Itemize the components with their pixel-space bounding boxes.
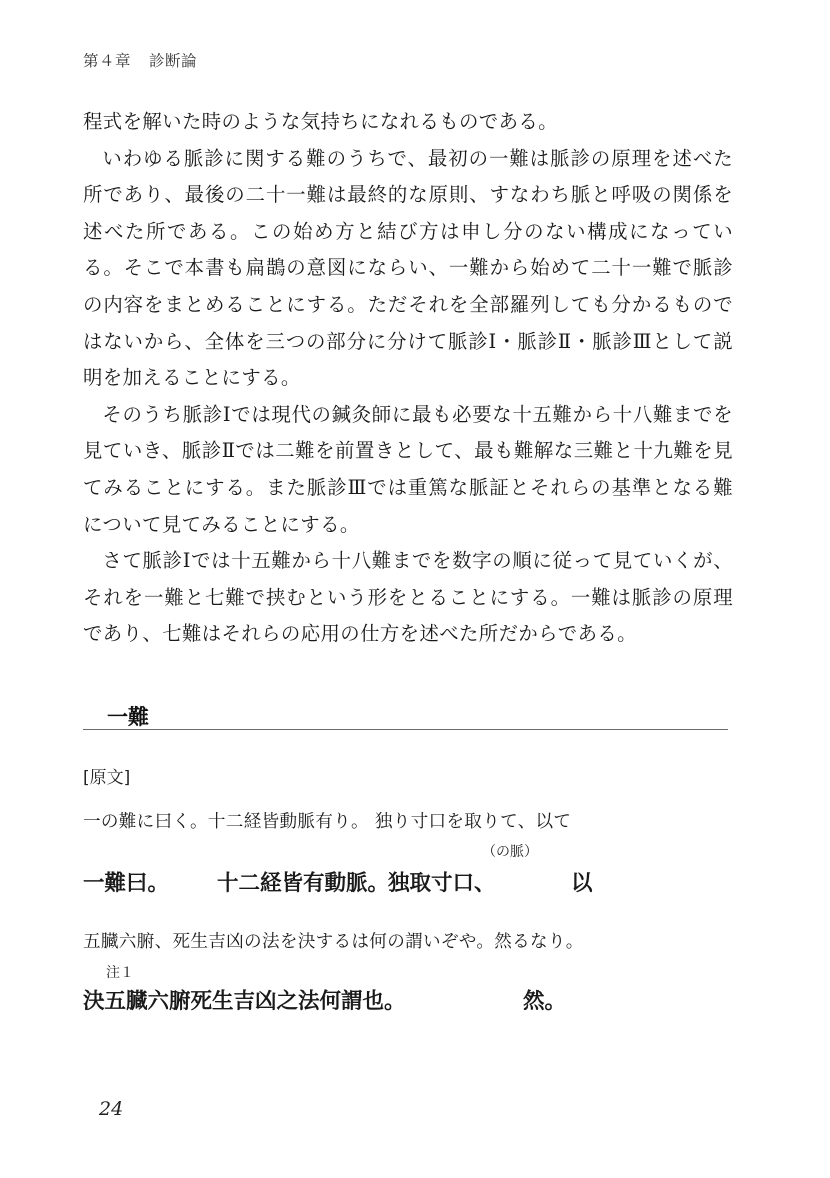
kanbun-segment: 以 — [571, 871, 593, 896]
yomikudashi-line-2: 五臓六腑、死生吉凶の法を決するは何の謂いぞや。然るなり。 — [83, 932, 584, 952]
paragraph: 程式を解いた時のような気持ちになれるものである。 — [83, 110, 558, 133]
annotation: （の脈） — [482, 844, 538, 860]
section-heading: 一難 — [107, 705, 149, 729]
kanbun-segment: 然。 — [523, 989, 567, 1014]
kanbun-segment: 独取寸口、 — [388, 871, 496, 896]
chapter-title: 診断論 — [149, 52, 198, 70]
original-text-subheading: [原文] — [83, 768, 131, 788]
yomikudashi-line-1: 一の難に曰く。十二経皆動脈有り。 独り寸口を取りて、以て — [83, 812, 572, 832]
running-header — [83, 49, 197, 71]
kanbun-segment: 一難曰。 — [83, 871, 170, 896]
note-marker: 注１ — [106, 965, 134, 981]
paragraph: さて脈診Ⅰでは十五難から十八難までを数字の順に従って見ていくが、それを一難と七難で挟むという形をとることにする。一難は脈診の原理であり、七難はそれらの応用の仕方を述べた所だからである。 — [83, 549, 733, 646]
kanbun-line-2 — [83, 984, 683, 1014]
kanbun-segment: 決五臓六腑死生吉凶之法何謂也。 — [83, 989, 406, 1014]
paragraph: いわゆる脈診に関する難のうちで、最初の一難は脈診の原理を述べた所であり、最後の二十一難は最終的な原則、すなわち脈と呼吸の関係を述べた所である。この始め方と結び方は申し分のない構成になっている。そこで本書も扁鵲の意図にならい、一難から始めて二十一難で脈診の内容をまとめることにする。ただそれを全部羅列しても分かるものではないから、全体を三つの部分に分けて脈診Ⅰ・脈診Ⅱ・脈診Ⅲとして説明を加えることにする。 — [83, 146, 733, 390]
section-divider — [83, 729, 728, 730]
chapter-number: 第４章 — [83, 52, 132, 70]
kanbun-line-1 — [83, 866, 683, 896]
page-number: 24 — [99, 1098, 124, 1120]
kanbun-segment: 十二経皆有動脈。 — [217, 871, 390, 896]
paragraph: そのうち脈診Ⅰでは現代の鍼灸師に最も必要な十五難から十八難までを見ていき、脈診Ⅱでは二難を前置きとして、最も難解な三難と十九難を見てみることにする。また脈診Ⅲでは重篤な脈証とそれらの基準となる難について見てみることにする。 — [83, 402, 733, 536]
body-text — [83, 104, 733, 653]
